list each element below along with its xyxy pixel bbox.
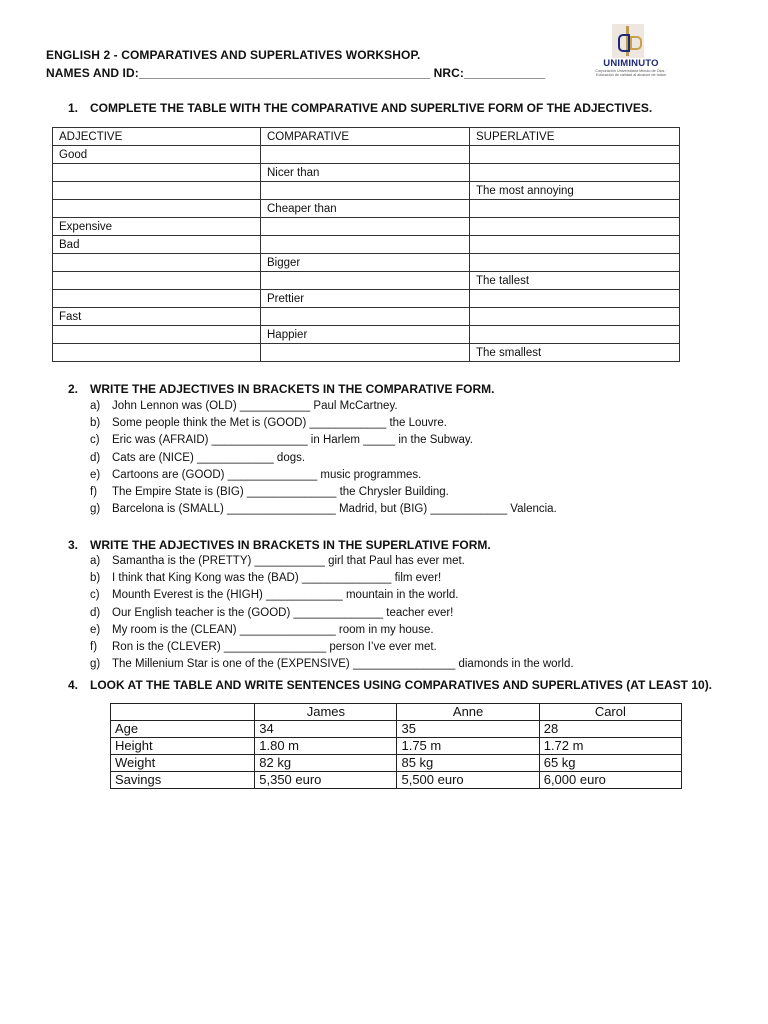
- comparative-exercise-item: [90, 415, 557, 432]
- adjectives-table-row: [53, 218, 680, 236]
- adjectives-table-cell: The smallest: [470, 344, 680, 362]
- people-value-cell: 85 kg: [397, 755, 539, 772]
- superlative-exercise-item-letter: a): [90, 555, 101, 567]
- superlative-exercise-item: [90, 605, 574, 622]
- people-value-cell: 5,350 euro: [255, 772, 397, 789]
- section-3-number: 3.: [68, 538, 79, 552]
- adjectives-table-cell: Bad: [53, 236, 261, 254]
- people-attribute-cell: Savings: [111, 772, 255, 789]
- section-1-number: 1.: [68, 101, 79, 115]
- comparative-exercise-list: [90, 398, 557, 518]
- adjectives-table-cell: [53, 164, 261, 182]
- section-2-number: 2.: [68, 382, 79, 396]
- adjectives-table-row: [53, 272, 680, 290]
- people-value-cell: 28: [539, 721, 681, 738]
- superlative-exercise-item-text: Mounth Everest is the (HIGH) ____________ mountain in the world.: [112, 589, 459, 602]
- section-2-heading: [68, 382, 494, 396]
- comparative-exercise-item: [90, 467, 557, 484]
- adjectives-table-cell: [470, 254, 680, 272]
- people-table-row: [111, 772, 682, 789]
- adjectives-table-cell: [470, 218, 680, 236]
- superlative-exercise-item-text: The Millenium Star is one of the (EXPENSIVE) ________________ diamonds in the world.: [112, 658, 574, 671]
- people-table-row: [111, 738, 682, 755]
- section-4-heading: [68, 678, 712, 692]
- comparative-exercise-item-letter: b): [90, 417, 101, 430]
- logo-subtitle: Corporación Universitaria Minuto de Dios · Educación de calidad al alcance de todos: [595, 69, 667, 77]
- people-value-cell: 6,000 euro: [539, 772, 681, 789]
- people-table-row: [111, 721, 682, 738]
- section-3-title: WRITE THE ADJECTIVES IN BRACKETS IN THE SUPERLATIVE FORM.: [90, 538, 491, 552]
- names-id-line: [46, 66, 545, 80]
- adjectives-table-cell: [261, 308, 470, 326]
- superlative-exercise-item: [90, 656, 574, 673]
- section-3-heading: [68, 538, 491, 552]
- adjectives-table-cell: Expensive: [53, 218, 261, 236]
- adjectives-table-cell: [53, 200, 261, 218]
- adjectives-table-row: [53, 326, 680, 344]
- people-value-cell: 65 kg: [539, 755, 681, 772]
- superlative-exercise-item-letter: c): [90, 589, 100, 602]
- comparative-exercise-item-letter: d): [90, 451, 101, 464]
- adjectives-table-cell: The most annoying: [470, 182, 680, 200]
- comparative-exercise-item-text: Some people think the Met is (GOOD) ____________ the Louvre.: [112, 417, 447, 430]
- adjectives-table-row: [53, 182, 680, 200]
- superlative-exercise-item-letter: d): [90, 606, 101, 619]
- people-value-cell: 34: [255, 721, 397, 738]
- adjectives-table-cell: [470, 200, 680, 218]
- adjectives-table-cell: [261, 218, 470, 236]
- comparative-exercise-item-letter: c): [90, 434, 100, 447]
- adjectives-table-cell: [470, 164, 680, 182]
- superlative-exercise-item-text: Our English teacher is the (GOOD) ______________ teacher ever!: [112, 606, 454, 619]
- people-header-cell: Anne: [397, 704, 539, 721]
- nrc-blank: ____________: [463, 66, 546, 80]
- logo-name: UNIMINUTO: [603, 58, 659, 69]
- comparative-exercise-item-letter: e): [90, 468, 101, 481]
- adjectives-header-cell: SUPERLATIVE: [470, 128, 680, 146]
- comparative-exercise-item-text: Eric was (AFRAID) _______________ in Harlem _____ in the Subway.: [112, 434, 473, 447]
- adjectives-table: [52, 127, 680, 362]
- people-value-cell: 35: [397, 721, 539, 738]
- comparative-exercise-item-letter: g): [90, 503, 101, 516]
- section-1-title: COMPLETE THE TABLE WITH THE COMPARATIVE AND SUPERLTIVE FORM OF THE ADJECTIVES.: [90, 101, 653, 115]
- superlative-exercise-item: [90, 622, 574, 639]
- comparative-exercise-item-text: Cats are (NICE) ____________ dogs.: [112, 451, 306, 464]
- adjectives-table-cell: Cheaper than: [261, 200, 470, 218]
- adjectives-table-cell: [470, 326, 680, 344]
- adjectives-table-cell: Nicer than: [261, 164, 470, 182]
- nrc-label: NRC:: [433, 66, 464, 80]
- superlative-exercise-item: [90, 553, 574, 570]
- uniminuto-logo: [590, 22, 672, 80]
- adjectives-table-cell: [53, 290, 261, 308]
- superlative-exercise-item-letter: g): [90, 658, 101, 671]
- superlative-exercise-item-text: Samantha is the (PRETTY) ___________ girl that Paul has ever met.: [112, 555, 465, 567]
- adjectives-table-cell: [261, 236, 470, 254]
- comparative-exercise-item-text: John Lennon was (OLD) ___________ Paul McCartney.: [112, 400, 398, 412]
- people-attribute-cell: Weight: [111, 755, 255, 772]
- people-attribute-cell: Age: [111, 721, 255, 738]
- adjectives-table-row: [53, 290, 680, 308]
- comparative-exercise-item-text: The Empire State is (BIG) ______________ the Chrysler Building.: [112, 485, 449, 498]
- adjectives-table-cell: [53, 182, 261, 200]
- adjectives-table-cell: [53, 254, 261, 272]
- adjectives-table-cell: Fast: [53, 308, 261, 326]
- superlative-exercise-item: [90, 639, 574, 656]
- names-label: NAMES AND ID:: [46, 66, 139, 80]
- adjectives-table-header-row: [53, 128, 680, 146]
- adjectives-table-cell: [470, 308, 680, 326]
- people-header-cell: [111, 704, 255, 721]
- adjectives-table-cell: [261, 344, 470, 362]
- people-table-header-row: [111, 704, 682, 721]
- adjectives-table-cell: [53, 272, 261, 290]
- adjectives-table-cell: [470, 290, 680, 308]
- adjectives-table-row: [53, 308, 680, 326]
- people-attribute-cell: Height: [111, 738, 255, 755]
- adjectives-table-cell: Good: [53, 146, 261, 164]
- adjectives-table-row: [53, 164, 680, 182]
- superlative-exercise-item-letter: b): [90, 572, 101, 585]
- people-value-cell: 1.72 m: [539, 738, 681, 755]
- superlative-exercise-item: [90, 587, 574, 604]
- comparative-exercise-item-text: Barcelona is (SMALL) _________________ Madrid, but (BIG) ____________ Valencia.: [112, 503, 557, 516]
- adjectives-table-cell: Bigger: [261, 254, 470, 272]
- adjectives-table-cell: [261, 272, 470, 290]
- adjectives-table-cell: [261, 146, 470, 164]
- comparative-exercise-item: [90, 484, 557, 501]
- adjectives-table-cell: Happier: [261, 326, 470, 344]
- section-4-number: 4.: [68, 678, 79, 692]
- adjectives-table-cell: [261, 182, 470, 200]
- names-blank: ___________________________________________: [138, 66, 431, 80]
- adjectives-table-row: [53, 146, 680, 164]
- adjectives-table-cell: The tallest: [470, 272, 680, 290]
- comparative-exercise-item: [90, 501, 557, 518]
- superlative-exercise-item-letter: f): [90, 640, 98, 653]
- people-header-cell: Carol: [539, 704, 681, 721]
- adjectives-table-row: [53, 254, 680, 272]
- section-1-heading: [68, 101, 652, 115]
- people-value-cell: 5,500 euro: [397, 772, 539, 789]
- adjectives-table-cell: [53, 344, 261, 362]
- adjectives-table-cell: Prettier: [261, 290, 470, 308]
- comparative-exercise-item: [90, 432, 557, 449]
- people-table-row: [111, 755, 682, 772]
- superlative-exercise-item-text: My room is the (CLEAN) _______________ room in my house.: [112, 623, 434, 636]
- adjectives-table-cell: [470, 236, 680, 254]
- people-value-cell: 1.75 m: [397, 738, 539, 755]
- comparative-exercise-item: [90, 398, 557, 415]
- superlative-exercise-item-text: I think that King Kong was the (BAD) ______________ film ever!: [112, 572, 442, 585]
- adjectives-header-cell: ADJECTIVE: [53, 128, 261, 146]
- adjectives-table-row: [53, 344, 680, 362]
- superlative-exercise-item-text: Ron is the (CLEVER) ________________ person I’ve ever met.: [112, 640, 437, 653]
- logo-mark-left: [618, 34, 630, 52]
- section-4-title: LOOK AT THE TABLE AND WRITE SENTENCES USING COMPARATIVES AND SUPERLATIVES (AT LEAST 10).: [90, 678, 713, 692]
- worksheet-title: ENGLISH 2 - COMPARATIVES AND SUPERLATIVES WORKSHOP.: [46, 48, 421, 62]
- comparative-exercise-item-text: Cartoons are (GOOD) ______________ music programmes.: [112, 468, 422, 481]
- comparative-exercise-item: [90, 450, 557, 467]
- superlative-exercise-list: [90, 553, 574, 673]
- section-2-title: WRITE THE ADJECTIVES IN BRACKETS IN THE COMPARATIVE FORM.: [90, 382, 495, 396]
- people-comparison-table: [110, 703, 682, 789]
- logo-mark-right: [630, 36, 642, 50]
- adjectives-table-cell: [53, 326, 261, 344]
- adjectives-table-row: [53, 236, 680, 254]
- superlative-exercise-item-letter: e): [90, 623, 101, 636]
- comparative-exercise-item-letter: f): [90, 485, 98, 498]
- people-header-cell: James: [255, 704, 397, 721]
- adjectives-table-cell: [470, 146, 680, 164]
- people-value-cell: 1.80 m: [255, 738, 397, 755]
- comparative-exercise-item-letter: a): [90, 400, 101, 412]
- people-value-cell: 82 kg: [255, 755, 397, 772]
- adjectives-header-cell: COMPARATIVE: [261, 128, 470, 146]
- superlative-exercise-item: [90, 570, 574, 587]
- adjectives-table-row: [53, 200, 680, 218]
